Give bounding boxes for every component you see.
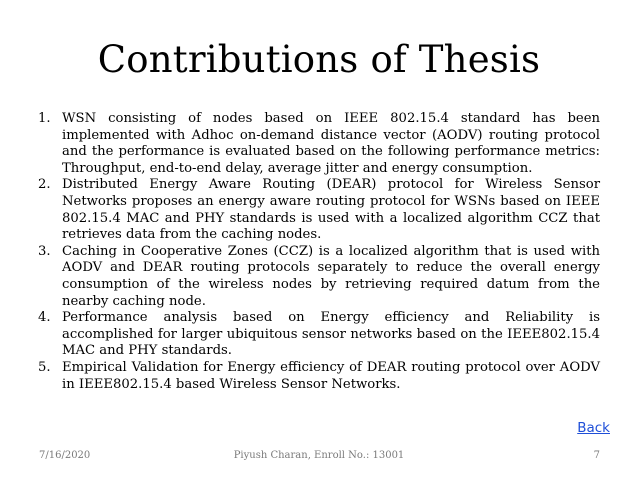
list-item-text: Performance analysis based on Energy efficiency and Reliability is accomplished for larger ubiquitous sensor networks based on the IEEE802.15.4 MAC and PHY standards. — [62, 310, 600, 359]
list-item — [38, 177, 600, 243]
footer-page-number: 7 — [593, 450, 600, 461]
back-link[interactable]: Back — [577, 420, 610, 436]
footer-date: 7/16/2020 — [39, 450, 91, 461]
list-item-text: Empirical Validation for Energy efficiency of DEAR routing protocol over AODV in IEEE802.15.4 based Wireless Sensor Networks. — [62, 359, 600, 392]
list-item-text: WSN consisting of nodes based on IEEE 802.15.4 standard has been implemented with Adhoc on-demand distance vector (AODV) routing protocol and the performance is evaluated based on the following performance metrics: Throughput, end-to-end delay, average jitter and energy consumption. — [62, 111, 600, 176]
list-item-number: 3. — [38, 243, 51, 259]
list-item — [38, 111, 600, 177]
slide-title: Contributions of Thesis — [97, 38, 541, 81]
list-item-number: 4. — [38, 310, 51, 326]
contributions-list — [38, 111, 600, 393]
list-item — [38, 360, 600, 393]
list-item-number: 5. — [38, 359, 51, 375]
list-item — [38, 244, 600, 310]
footer-author: Piyush Charan, Enroll No.: 13001 — [233, 450, 405, 461]
list-item-text: Distributed Energy Aware Routing (DEAR) protocol for Wireless Sensor Networks proposes an energy aware routing protocol for WSNs based on IEEE 802.15.4 MAC and PHY standards is used with a localized algorithm CCZ that retrieves data from the caching nodes. — [62, 177, 600, 243]
list-item-number: 1. — [38, 111, 51, 126]
list-item-text: Caching in Cooperative Zones (CCZ) is a localized algorithm that is used with AODV and DEAR routing protocols separately to reduce the overall energy consumption of the wireless nodes by retrieving required datum from the nearby caching node. — [62, 243, 600, 309]
list-item — [38, 310, 600, 360]
list-item-number: 2. — [38, 177, 51, 193]
